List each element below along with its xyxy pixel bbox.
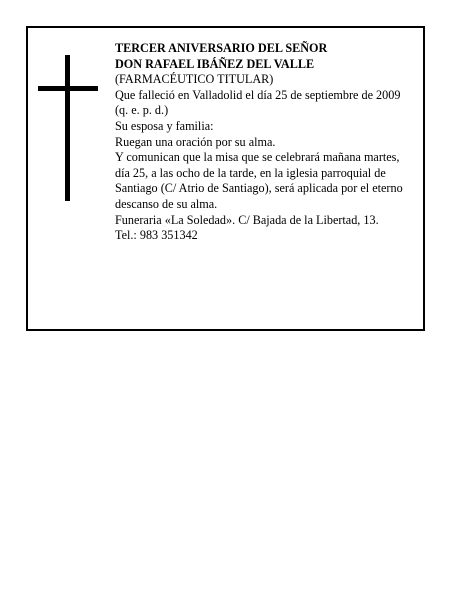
title-line-1: TERCER ANIVERSARIO DEL SEÑOR [115, 41, 328, 55]
mass-info: Y comunican que la misa que se celebrará mañana martes, día 25, a las ocho de la tarde, en la iglesia parroquial de Santiago (C/ Atrio de Santiago), será aplicada por el eterno descanso de su alma. [115, 150, 403, 211]
notice-text [115, 41, 415, 244]
death-info: Que falleció en Valladolid el día 25 de septiembre de 2009 [115, 87, 401, 102]
prayer-request: Ruegan una oración por su alma. [115, 134, 276, 149]
phone: Tel.: 983 351342 [115, 228, 198, 243]
obituary-notice [26, 26, 425, 331]
cross-vertical-bar [65, 55, 70, 201]
funeral-home: Funeraria «La Soledad». C/ Bajada de la Libertad, 13. [115, 212, 379, 227]
title-line-2: DON RAFAEL IBÁÑEZ DEL VALLE [115, 56, 315, 71]
profession: (FARMACÉUTICO TITULAR) [115, 72, 274, 87]
rip: (q. e. p. d.) [115, 103, 169, 118]
cross-icon [38, 55, 98, 201]
cross-horizontal-bar [38, 86, 98, 91]
family: Su esposa y familia: [115, 118, 214, 133]
